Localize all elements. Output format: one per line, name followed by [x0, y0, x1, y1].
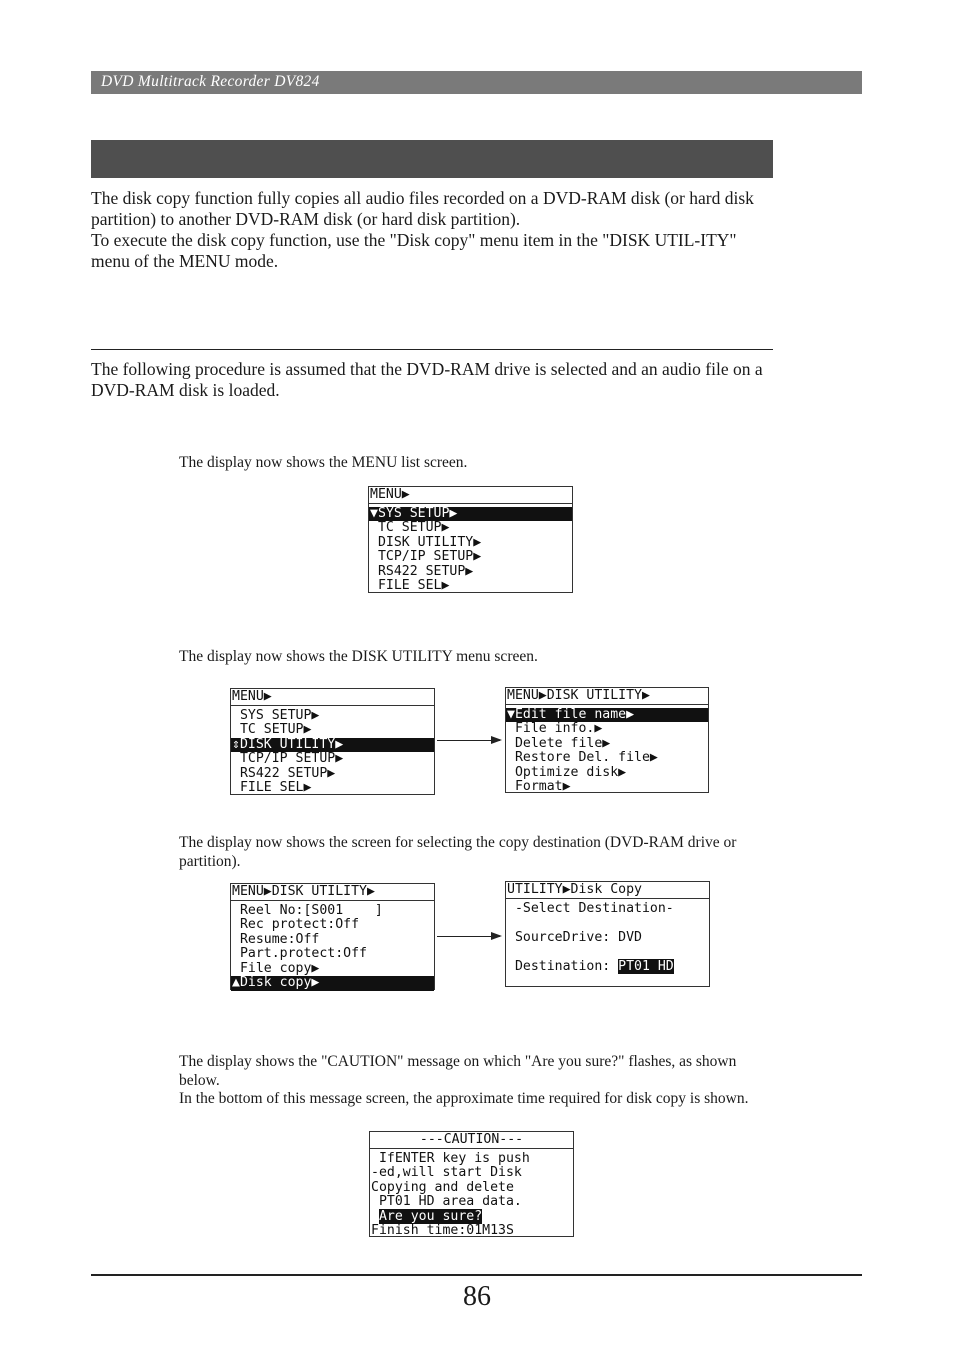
lcd-item: TC SETUP▶ [370, 520, 450, 535]
lcd-item: Optimize disk▶ [507, 764, 627, 780]
lcd-caution-line: PT01 HD area data. [371, 1194, 522, 1209]
lcd-item: Restore Del. file▶ [507, 750, 658, 765]
lcd-caution-line: Copying and delete [371, 1179, 514, 1195]
lcd-source-drive: SourceDrive: DVD [507, 929, 642, 945]
lcd-title: MENU▶DISK UTILITY▶ [231, 885, 434, 901]
lcd-item: Delete file▶ [507, 735, 611, 751]
lcd-item: TCP/IP SETUP▶ [370, 549, 482, 564]
section-heading-bar [91, 140, 773, 178]
lcd-item-selected: ▼SYS SETUP▶ [369, 507, 572, 522]
step4-description-2: In the bottom of this message screen, the approximate time required for disk copy is shown. [179, 1090, 749, 1107]
lcd-item: TC SETUP▶ [232, 722, 312, 737]
lcd-caution-title: ---CAUTION--- [370, 1133, 573, 1149]
lcd-item-selected: ▼Edit file name▶ [506, 708, 708, 723]
lcd-caution-line: -ed,will start Disk [371, 1165, 522, 1180]
destination-label: Destination: [507, 958, 619, 974]
lcd-item: Format▶ [507, 779, 571, 794]
section-divider [91, 349, 773, 350]
step1-description: The display now shows the MENU list screen. [179, 454, 468, 471]
lcd-title: UTILITY▶Disk Copy [506, 883, 709, 899]
lcd-select-destination: -Select Destination- [507, 900, 674, 916]
page-number: 86 [463, 1281, 491, 1312]
lcd-menu-screen [368, 486, 573, 593]
lcd-item: Part.protect:Off [232, 946, 367, 961]
lcd-disk-utility-screen [505, 687, 709, 793]
step2-description: The display now shows the DISK UTILITY menu screen. [179, 648, 538, 665]
lcd-destination [506, 960, 709, 975]
intro-paragraph-2: To execute the disk copy function, use the "Disk copy" menu item in the "DISK UTIL-ITY" menu of the MENU mode. [91, 230, 737, 271]
lcd-item: RS422 SETUP▶ [232, 765, 336, 781]
header-title: DVD Multitrack Recorder DV824 [101, 73, 320, 90]
lcd-item: Reel No:[S001 ] [232, 902, 383, 918]
lcd-item: SYS SETUP▶ [232, 707, 320, 723]
procedure-assumption: The following procedure is assumed that the DVD-RAM drive is selected and an audio file on a DVD-RAM disk is loaded. [91, 359, 763, 400]
lcd-title: MENU▶DISK UTILITY▶ [506, 689, 708, 705]
intro-paragraph-1: The disk copy function fully copies all audio files recorded on a DVD-RAM disk (or hard disk partition) to another DVD-RAM disk (or hard disk partition). [91, 188, 754, 229]
lcd-item: FILE SEL▶ [232, 780, 312, 795]
lcd-menu-screen-disk-selected [230, 688, 435, 795]
lcd-finish-time: Finish time:01M13S [371, 1223, 514, 1238]
lcd-item-selected: ▲Disk copy▶ [231, 976, 434, 991]
lcd-item: Rec protect:Off [232, 917, 360, 932]
lcd-title: MENU▶ [369, 488, 572, 504]
lcd-title: MENU▶ [231, 690, 434, 706]
right-arrow-icon [437, 936, 500, 937]
lcd-disk-utility-screen-copy-selected [230, 883, 435, 990]
lcd-disk-copy-screen [505, 881, 710, 987]
lcd-caution-line: IfENTER key is push [371, 1150, 530, 1166]
lcd-are-you-sure: Are you sure? [378, 1208, 483, 1224]
lcd-item: Resume:Off [232, 931, 320, 947]
lcd-item: TCP/IP SETUP▶ [232, 751, 344, 766]
lcd-item: RS422 SETUP▶ [370, 563, 474, 579]
right-arrow-icon [437, 740, 500, 741]
lcd-item: File info.▶ [507, 721, 603, 736]
footer-rule [91, 1274, 862, 1276]
lcd-item: DISK UTILITY▶ [370, 534, 482, 550]
destination-value: PT01 HD [618, 958, 674, 974]
lcd-caution-screen [369, 1131, 574, 1237]
step3-description: The display now shows the screen for selecting the copy destination (DVD-RAM drive or partition). [179, 834, 737, 870]
lcd-item: FILE SEL▶ [370, 578, 450, 593]
step4-description-1: The display shows the "CAUTION" message on which "Are you sure?" flashes, as shown below. [179, 1053, 737, 1089]
lcd-item: File copy▶ [232, 960, 320, 976]
running-header [91, 71, 862, 94]
lcd-item-selected: ⇕DISK UTILITY▶ [231, 738, 434, 753]
